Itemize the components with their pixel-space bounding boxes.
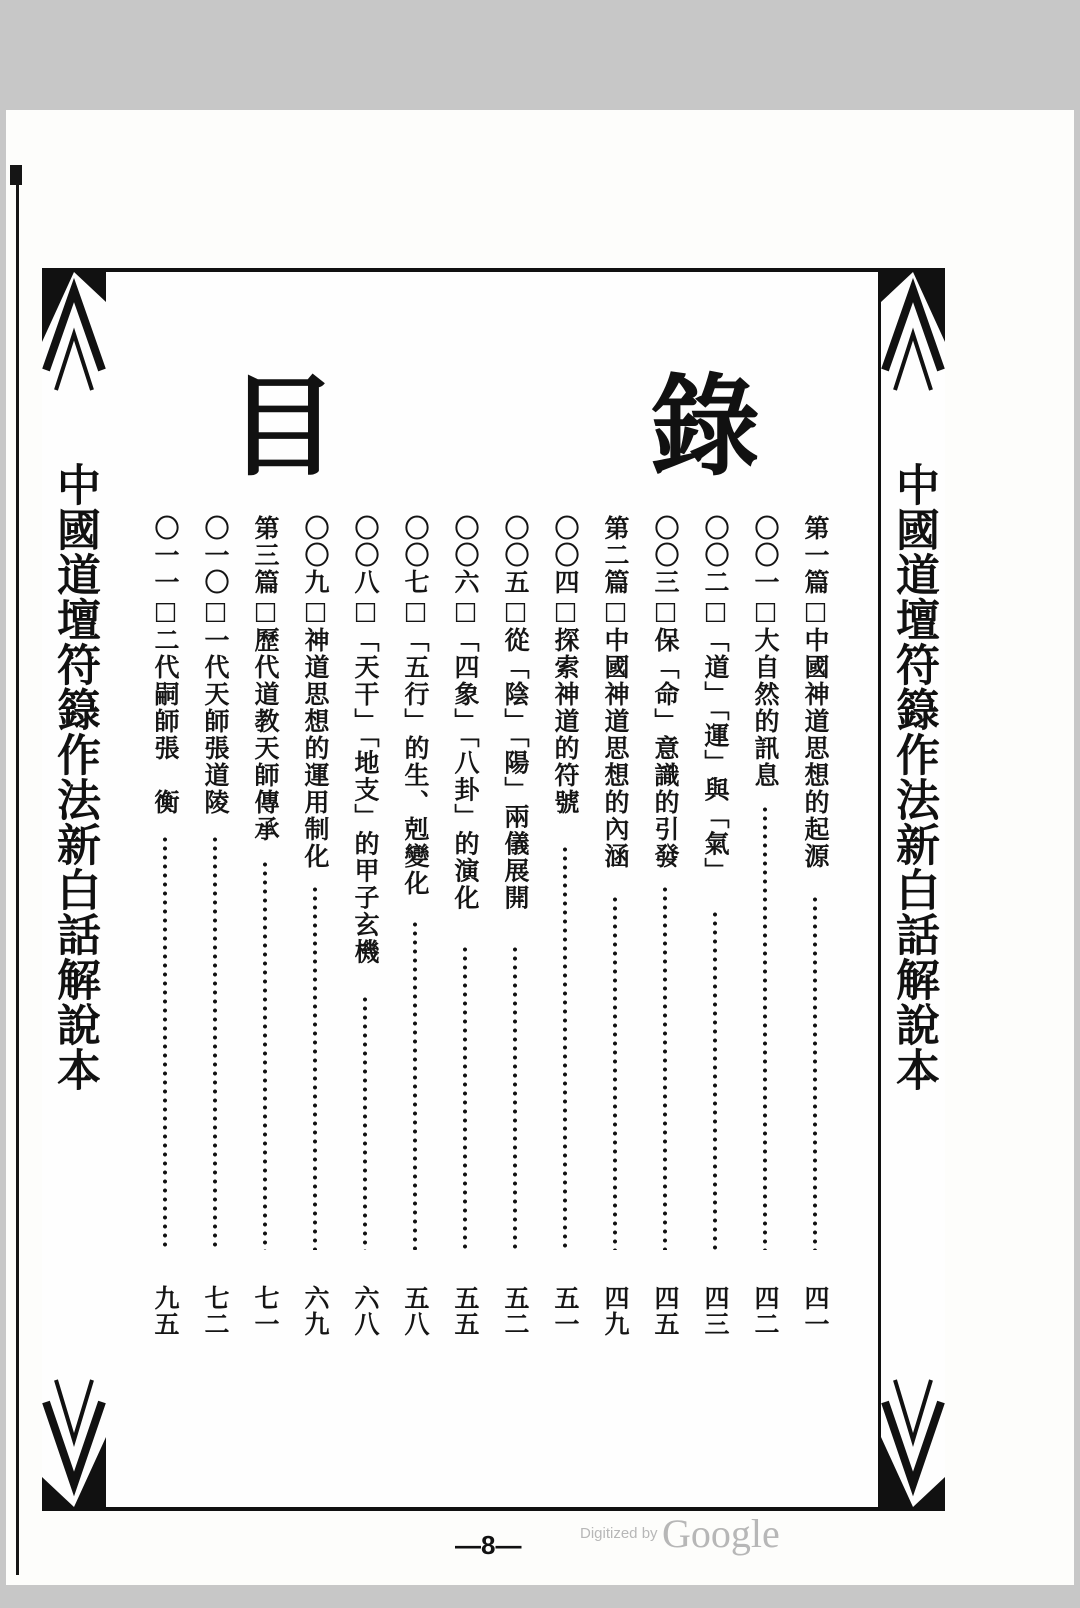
toc-entry-page: 六九 [301,1285,330,1337]
toc-entry[interactable] [391,515,439,1345]
toc-entry-title: 〇〇三□保「命」意識的引發 [651,515,680,870]
toc-leader-dots [812,895,818,1250]
toc-leader-dots [612,895,618,1250]
toc-leader-dots [712,910,718,1250]
toc-entry-page: 四五 [651,1285,680,1337]
toc-leader-dots [162,835,168,1250]
toc-entry-title: 〇〇五□從「陰」「陽」兩儀展開 [501,515,530,912]
toc-leader-dots [362,995,368,1250]
page-number: —8— [455,1530,522,1560]
binding-edge [16,165,19,1575]
toc-leader-dots [462,945,468,1250]
toc-entry-title: 〇〇二□「道」「運」與「氣」 [701,515,730,885]
toc-leader-dots [762,805,768,1250]
watermark-brand: Google [662,1511,780,1556]
heading-mu: 目 [228,363,338,491]
toc-entry-title: 〇〇四□探索神道的符號 [551,515,580,816]
toc-entry-page: 五八 [401,1285,430,1337]
toc-entry[interactable] [791,515,839,1345]
toc-entry[interactable] [691,515,739,1345]
toc-leader-dots [662,885,668,1250]
toc-entry-title: 〇〇七□「五行」的生、剋變化 [401,515,430,897]
toc-entry-page: 七一 [251,1285,280,1337]
toc-entry[interactable] [191,515,239,1345]
toc-entry[interactable] [641,515,689,1345]
toc-entry[interactable] [591,515,639,1345]
toc-leader-dots [262,860,268,1250]
toc-entry-title: 〇一一□二代嗣師張 衡 [151,515,180,816]
toc-leader-dots [512,945,518,1250]
toc-entry-title: 〇一〇□一代天師張道陵 [201,515,230,816]
toc-entry[interactable] [441,515,489,1345]
right-side-banner [881,272,945,1507]
toc-entry[interactable] [541,515,589,1345]
toc-entry-page: 四一 [801,1285,830,1337]
toc-entry-title: 〇〇八□「天干」「地支」的甲子玄機 [351,515,380,966]
digitized-watermark [580,1510,780,1557]
toc-entry-title: 〇〇九□神道思想的運用制化 [301,515,330,870]
book-title-left: 中國道壇符籙作法新白話解說本 [49,462,100,1092]
toc-leader-dots [212,835,218,1250]
toc-entry[interactable] [141,515,189,1345]
toc-entry[interactable] [291,515,339,1345]
toc-leader-dots [312,885,318,1250]
toc-entry[interactable] [241,515,289,1345]
watermark-prefix: Digitized by [580,1525,658,1542]
heading-lu: 錄 [650,363,760,491]
toc-leader-dots [412,920,418,1250]
toc-entry-page: 七二 [201,1285,230,1337]
toc-entry-title: 〇〇一□大自然的訊息 [751,515,780,789]
toc-entry-page: 四三 [701,1285,730,1337]
book-title-right: 中國道壇符籙作法新白話解說本 [888,462,939,1092]
binding-edge-cap [10,165,22,185]
toc-leader-dots [562,845,568,1250]
left-side-banner [42,272,106,1507]
toc-entry-page: 五一 [551,1285,580,1337]
toc-entry[interactable] [491,515,539,1345]
toc-entry-page: 五五 [451,1285,480,1337]
toc-entry[interactable] [341,515,389,1345]
toc-entry[interactable] [741,515,789,1345]
toc-entry-page: 五二 [501,1285,530,1337]
toc-entry-page: 九五 [151,1285,180,1337]
toc-entry-title: 第三篇□歷代道教天師傳承 [251,515,280,843]
toc-entry-page: 四二 [751,1285,780,1337]
toc-entry-page: 四九 [601,1285,630,1337]
toc-entry-title: 第二篇□中國神道思想的內涵 [601,515,630,870]
toc-entry-title: 〇〇六□「四象」「八卦」的演化 [451,515,480,912]
toc-entry-title: 第一篇□中國神道思想的起源 [801,515,830,870]
toc-entry-page: 六八 [351,1285,380,1337]
